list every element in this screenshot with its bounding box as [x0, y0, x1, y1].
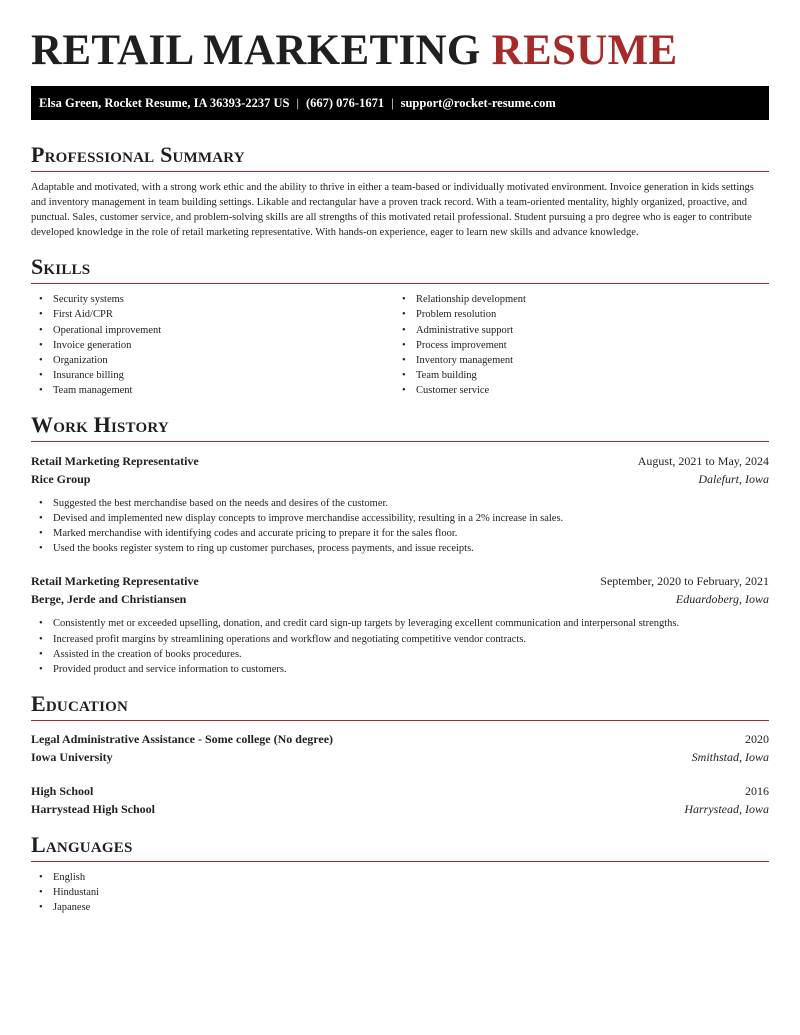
- job-bullet: • Suggested the best merchandise based on the needs and desires of the customer.: [31, 496, 769, 511]
- resume-title: [31, 0, 769, 86]
- contact-bar: [31, 86, 769, 120]
- skill-item: • Team management: [31, 383, 394, 398]
- language-item: • English: [31, 870, 769, 885]
- job-bullet: • Increased profit margins by streamlining operations and workflow and negotiating competitive vendor contracts.: [31, 632, 769, 647]
- skill-item: • Security systems: [31, 292, 394, 307]
- job-bullet: • Assisted in the creation of books procedures.: [31, 647, 769, 662]
- job-bullet: • Used the books register system to ring up customer purchases, process payments, and issue receipts.: [31, 541, 769, 556]
- language-item: • Japanese: [31, 900, 769, 915]
- contact-email: support@rocket-resume.com: [400, 95, 556, 110]
- contact-separator: |: [391, 95, 394, 110]
- contact-separator: |: [296, 95, 299, 110]
- skill-item: • Inventory management: [394, 353, 757, 368]
- job-bullet: • Marked merchandise with identifying codes and accurate pricing to prepare it for the sales floor.: [31, 526, 769, 541]
- skill-item: • First Aid/CPR: [31, 307, 394, 322]
- job-dates: September, 2020 to February, 2021: [600, 574, 769, 589]
- section-heading-languages: Languages: [31, 832, 769, 862]
- education-school-row: [31, 748, 769, 766]
- job-company-row: [31, 470, 769, 488]
- job-bullet: • Provided product and service information to customers.: [31, 662, 769, 677]
- job-entry: [31, 452, 769, 556]
- job-bullet: • Devised and implemented new display concepts to improve merchandise accessibility, resulting in a 2% increase in sales.: [31, 511, 769, 526]
- contact-phone: (667) 076-1671: [305, 95, 385, 110]
- education-school: Iowa University: [31, 749, 113, 764]
- skill-item: • Insurance billing: [31, 368, 394, 383]
- skills-grid: [31, 292, 769, 398]
- education-school-row: [31, 800, 769, 818]
- education-degree-row: [31, 730, 769, 748]
- skill-item: • Customer service: [394, 383, 757, 398]
- job-bullets: [31, 616, 769, 676]
- skill-item: • Invoice generation: [31, 338, 394, 353]
- title-accent: RESUME: [491, 27, 678, 74]
- title-main: RETAIL MARKETING: [31, 27, 481, 74]
- job-location: Eduardoberg, Iowa: [675, 592, 769, 607]
- section-heading-skills: Skills: [31, 254, 769, 284]
- education-entry: [31, 730, 769, 766]
- skill-item: • Process improvement: [394, 338, 757, 353]
- summary-text: Adaptable and motivated, with a strong work ethic and the ability to thrive in either a team-based or individually motivated environment. Invoice generation in kids settings and inventory management in team building settings. Likable and rectangular have a proven track record. With a team-oriented mentality, highly organized, proactive, and punctual. Sales, customer service, and problem-solving skills are all strengths of this motivated retail professional. Student pursuing a pro degree who is eager to contribute developed knowledge in the role of retail marketing representative. With hands-on experience, eager to learn new skills and advance knowledge.: [31, 182, 754, 239]
- contact-address: Elsa Green, Rocket Resume, IA 36393-2237 US: [39, 95, 290, 110]
- job-company: Berge, Jerde and Christiansen: [31, 592, 187, 607]
- education-degree: High School: [31, 783, 94, 798]
- education-year: 2020: [745, 731, 769, 746]
- education-year: 2016: [745, 783, 769, 798]
- job-bullets: [31, 496, 769, 556]
- skill-item: • Operational improvement: [31, 323, 394, 338]
- job-company-row: [31, 590, 769, 608]
- job-location: Dalefurt, Iowa: [698, 472, 769, 487]
- skills-list-left: [31, 292, 394, 398]
- skill-item: • Problem resolution: [394, 307, 757, 322]
- skill-item: • Organization: [31, 353, 394, 368]
- skill-item: • Team building: [394, 368, 757, 383]
- skills-list-right: [394, 292, 757, 398]
- job-title: Retail Marketing Representative: [31, 574, 199, 589]
- education-location: Harrystead, Iowa: [684, 801, 769, 816]
- education-entry: [31, 782, 769, 818]
- education-school: Harrystead High School: [31, 801, 156, 816]
- section-heading-education: Education: [31, 691, 769, 721]
- job-bullet: • Consistently met or exceeded upselling, donation, and credit card sign-up targets by leveraging excellent communication and interpersonal strengths.: [31, 616, 769, 631]
- section-heading-summary: Professional Summary: [31, 142, 769, 172]
- job-entry: [31, 572, 769, 676]
- language-item: • Hindustani: [31, 885, 769, 900]
- job-header-row: [31, 572, 769, 590]
- job-title: Retail Marketing Representative: [31, 454, 199, 469]
- education-degree: Legal Administrative Assistance - Some college (No degree): [31, 731, 334, 746]
- education-degree-row: [31, 782, 769, 800]
- skill-item: • Administrative support: [394, 323, 757, 338]
- job-company: Rice Group: [31, 472, 91, 487]
- job-header-row: [31, 452, 769, 470]
- section-heading-work: Work History: [31, 412, 769, 442]
- education-location: Smithstad, Iowa: [691, 749, 769, 764]
- job-dates: August, 2021 to May, 2024: [637, 454, 769, 469]
- languages-list: [31, 870, 769, 915]
- skill-item: • Relationship development: [394, 292, 757, 307]
